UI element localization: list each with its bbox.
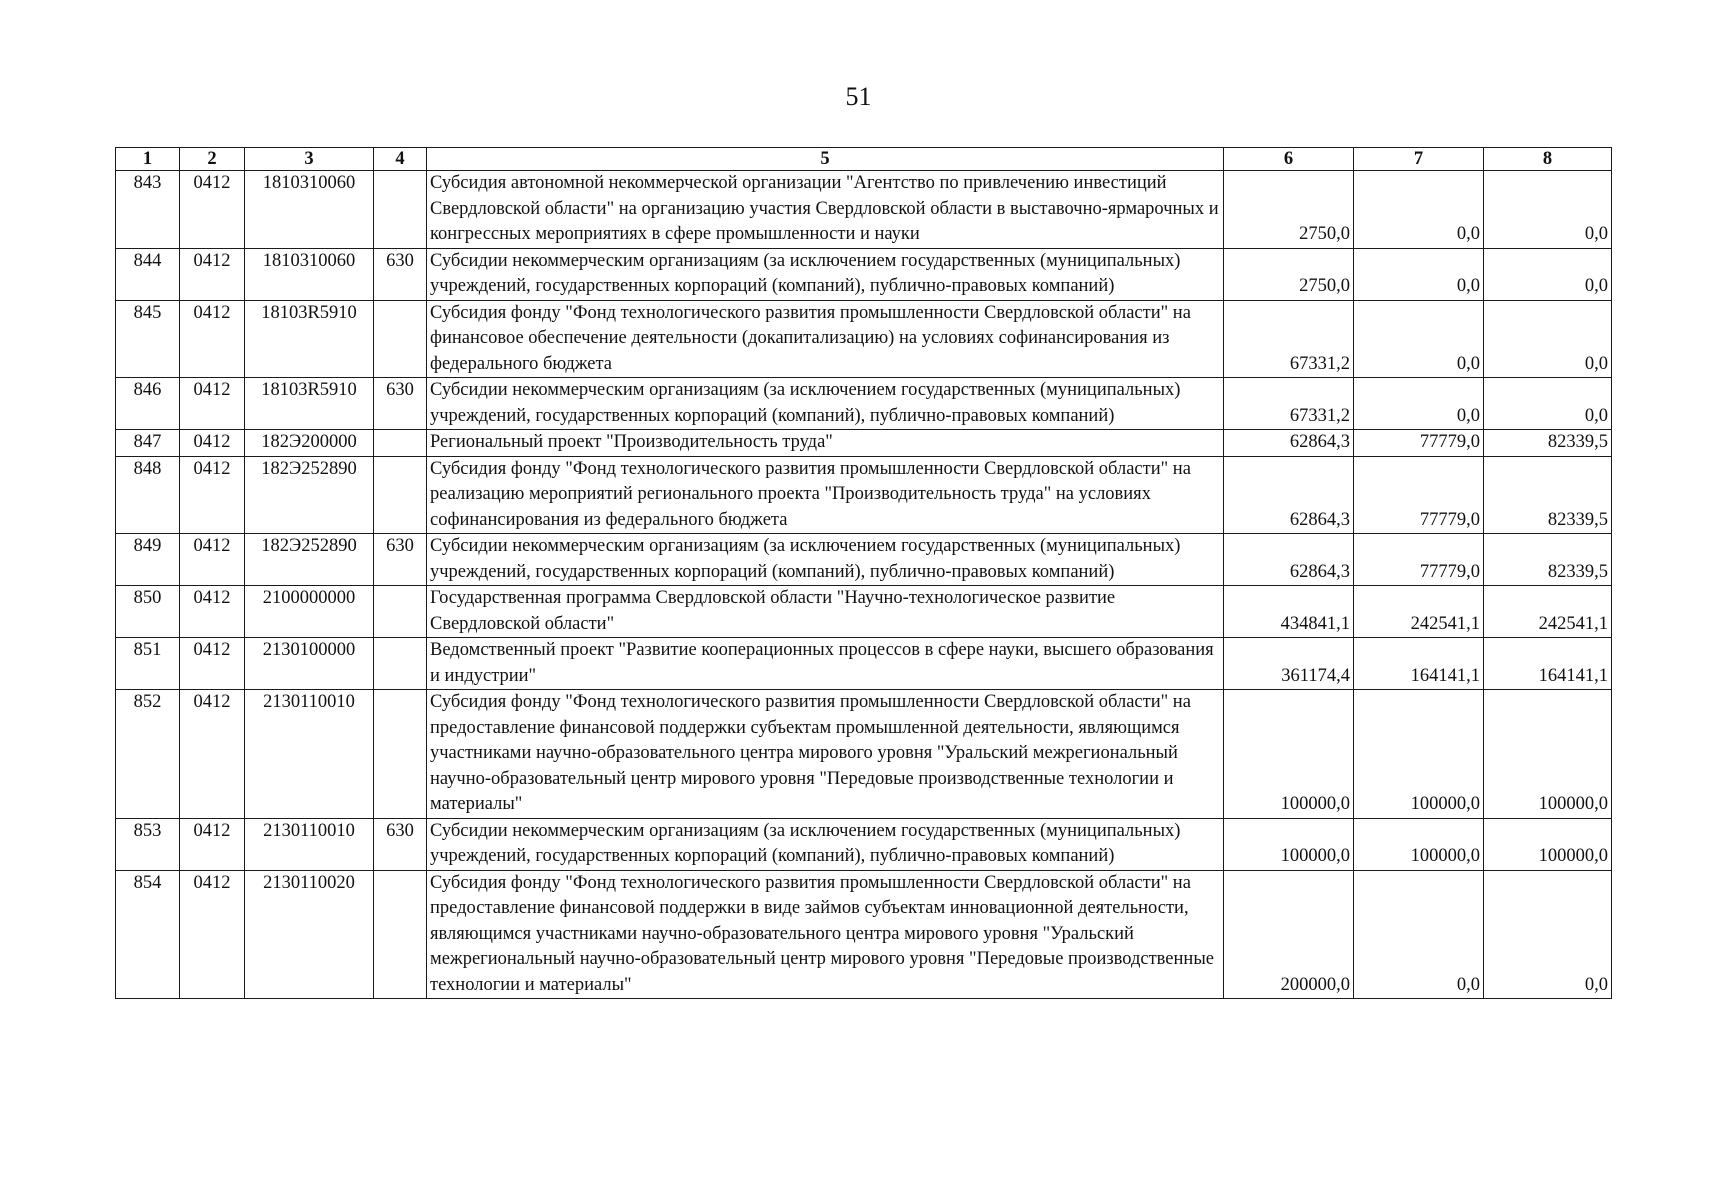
item-description: Субсидия фонду "Фонд технологического развития промышленности Свердловской области" на предоставление финансовой поддержки субъектам промышленной деятельности, являющимся участниками научно-образовательного центра мирового уровня "Уральский межрегиональный научно-образовательный центр мирового уровня "Передовые производственные технологии и материалы": [427, 690, 1224, 819]
amount-col-6: 2750,0: [1224, 248, 1354, 300]
target-code: 182Э252890: [245, 456, 374, 534]
item-description: Субсидии некоммерческим организациям (за исключением государственных (муниципальных) учреждений, государственных корпораций (компаний), публично-правовых компаний): [427, 534, 1224, 586]
row-number: 852: [116, 690, 180, 819]
target-code: 18103R5910: [245, 378, 374, 430]
amount-col-7: 77779,0: [1354, 534, 1484, 586]
row-number: 845: [116, 300, 180, 378]
expense-type-code: [374, 586, 427, 638]
table-row: [116, 378, 1612, 430]
table-row: [116, 248, 1612, 300]
section-code: 0412: [180, 248, 245, 300]
target-code: 2130100000: [245, 638, 374, 690]
table-row: [116, 586, 1612, 638]
row-number: 850: [116, 586, 180, 638]
section-code: 0412: [180, 378, 245, 430]
item-description: Субсидия фонду "Фонд технологического развития промышленности Свердловской области" на реализацию мероприятий регионального проекта "Производительность труда" на условиях софинансирования из федерального бюджета: [427, 456, 1224, 534]
amount-col-8: 100000,0: [1484, 690, 1612, 819]
target-code: 2130110010: [245, 818, 374, 870]
amount-col-7: 0,0: [1354, 300, 1484, 378]
amount-col-6: 67331,2: [1224, 300, 1354, 378]
amount-col-6: 100000,0: [1224, 818, 1354, 870]
item-description: Государственная программа Свердловской области "Научно-технологическое развитие Свердловской области": [427, 586, 1224, 638]
expense-type-code: [374, 171, 427, 249]
table-row: [116, 171, 1612, 249]
column-header: 4: [374, 148, 427, 171]
expense-type-code: [374, 870, 427, 999]
amount-col-6: 62864,3: [1224, 456, 1354, 534]
item-description: Субсидии некоммерческим организациям (за исключением государственных (муниципальных) учреждений, государственных корпораций (компаний), публично-правовых компаний): [427, 378, 1224, 430]
expense-type-code: 630: [374, 818, 427, 870]
section-code: 0412: [180, 586, 245, 638]
expense-type-code: [374, 638, 427, 690]
table-row: [116, 456, 1612, 534]
item-description: Ведомственный проект "Развитие кооперационных процессов в сфере науки, высшего образования и индустрии": [427, 638, 1224, 690]
expense-type-code: [374, 300, 427, 378]
amount-col-6: 100000,0: [1224, 690, 1354, 819]
column-header: 8: [1484, 148, 1612, 171]
amount-col-6: 434841,1: [1224, 586, 1354, 638]
table-row: [116, 638, 1612, 690]
amount-col-6: 67331,2: [1224, 378, 1354, 430]
table-row: [116, 690, 1612, 819]
column-header: 6: [1224, 148, 1354, 171]
section-code: 0412: [180, 171, 245, 249]
amount-col-7: 0,0: [1354, 870, 1484, 999]
section-code: 0412: [180, 870, 245, 999]
amount-col-7: 242541,1: [1354, 586, 1484, 638]
item-description: Субсидии некоммерческим организациям (за исключением государственных (муниципальных) учреждений, государственных корпораций (компаний), публично-правовых компаний): [427, 248, 1224, 300]
target-code: 182Э252890: [245, 534, 374, 586]
section-code: 0412: [180, 456, 245, 534]
amount-col-7: 164141,1: [1354, 638, 1484, 690]
expense-type-code: [374, 456, 427, 534]
amount-col-8: 0,0: [1484, 248, 1612, 300]
item-description: Субсидия фонду "Фонд технологического развития промышленности Свердловской области" на предоставление финансовой поддержки в виде займов субъектам инновационной деятельности, являющимся участниками научно-образовательного центра мирового уровня "Уральский межрегиональный научно-образовательный центр мирового уровня "Передовые производственные технологии и материалы": [427, 870, 1224, 999]
column-header: 3: [245, 148, 374, 171]
section-code: 0412: [180, 534, 245, 586]
column-header: 5: [427, 148, 1224, 171]
amount-col-8: 82339,5: [1484, 430, 1612, 457]
section-code: 0412: [180, 690, 245, 819]
amount-col-6: 2750,0: [1224, 171, 1354, 249]
row-number: 843: [116, 171, 180, 249]
amount-col-8: 0,0: [1484, 300, 1612, 378]
table-row: [116, 534, 1612, 586]
amount-col-6: 62864,3: [1224, 430, 1354, 457]
expense-type-code: 630: [374, 248, 427, 300]
amount-col-6: 62864,3: [1224, 534, 1354, 586]
target-code: 1810310060: [245, 171, 374, 249]
amount-col-8: 0,0: [1484, 378, 1612, 430]
item-description: Субсидии некоммерческим организациям (за исключением государственных (муниципальных) учреждений, государственных корпораций (компаний), публично-правовых компаний): [427, 818, 1224, 870]
column-header: 7: [1354, 148, 1484, 171]
row-number: 848: [116, 456, 180, 534]
section-code: 0412: [180, 638, 245, 690]
amount-col-8: 82339,5: [1484, 534, 1612, 586]
header-row: [116, 148, 1612, 171]
section-code: 0412: [180, 430, 245, 457]
target-code: 2130110020: [245, 870, 374, 999]
page-number: 51: [845, 82, 872, 111]
expense-type-code: 630: [374, 534, 427, 586]
amount-col-7: 77779,0: [1354, 456, 1484, 534]
row-number: 851: [116, 638, 180, 690]
amount-col-8: 0,0: [1484, 870, 1612, 999]
expense-type-code: 630: [374, 378, 427, 430]
amount-col-7: 0,0: [1354, 378, 1484, 430]
row-number: 849: [116, 534, 180, 586]
amount-col-8: 242541,1: [1484, 586, 1612, 638]
item-description: Региональный проект "Производительность труда": [427, 430, 1224, 457]
row-number: 847: [116, 430, 180, 457]
item-description: Субсидия фонду "Фонд технологического развития промышленности Свердловской области" на финансовое обеспечение деятельности (докапитализацию) на условиях софинансирования из федерального бюджета: [427, 300, 1224, 378]
section-code: 0412: [180, 300, 245, 378]
expense-type-code: [374, 430, 427, 457]
target-code: 2100000000: [245, 586, 374, 638]
amount-col-7: 100000,0: [1354, 818, 1484, 870]
column-header: 2: [180, 148, 245, 171]
row-number: 846: [116, 378, 180, 430]
table-row: [116, 818, 1612, 870]
target-code: 182Э200000: [245, 430, 374, 457]
amount-col-7: 100000,0: [1354, 690, 1484, 819]
expense-type-code: [374, 690, 427, 819]
amount-col-8: 164141,1: [1484, 638, 1612, 690]
amount-col-6: 200000,0: [1224, 870, 1354, 999]
row-number: 853: [116, 818, 180, 870]
table-row: [116, 430, 1612, 457]
budget-table: [115, 147, 1612, 999]
section-code: 0412: [180, 818, 245, 870]
column-header: 1: [116, 148, 180, 171]
row-number: 844: [116, 248, 180, 300]
amount-col-8: 82339,5: [1484, 456, 1612, 534]
amount-col-7: 77779,0: [1354, 430, 1484, 457]
amount-col-6: 361174,4: [1224, 638, 1354, 690]
amount-col-7: 0,0: [1354, 171, 1484, 249]
target-code: 2130110010: [245, 690, 374, 819]
amount-col-7: 0,0: [1354, 248, 1484, 300]
table-row: [116, 300, 1612, 378]
item-description: Субсидия автономной некоммерческой организации "Агентство по привлечению инвестиций Свердловской области" на организацию участия Свердловской области в выставочно-ярмарочных и конгрессных мероприятиях в сфере промышленности и науки: [427, 171, 1224, 249]
row-number: 854: [116, 870, 180, 999]
target-code: 18103R5910: [245, 300, 374, 378]
table-row: [116, 870, 1612, 999]
target-code: 1810310060: [245, 248, 374, 300]
amount-col-8: 100000,0: [1484, 818, 1612, 870]
amount-col-8: 0,0: [1484, 171, 1612, 249]
